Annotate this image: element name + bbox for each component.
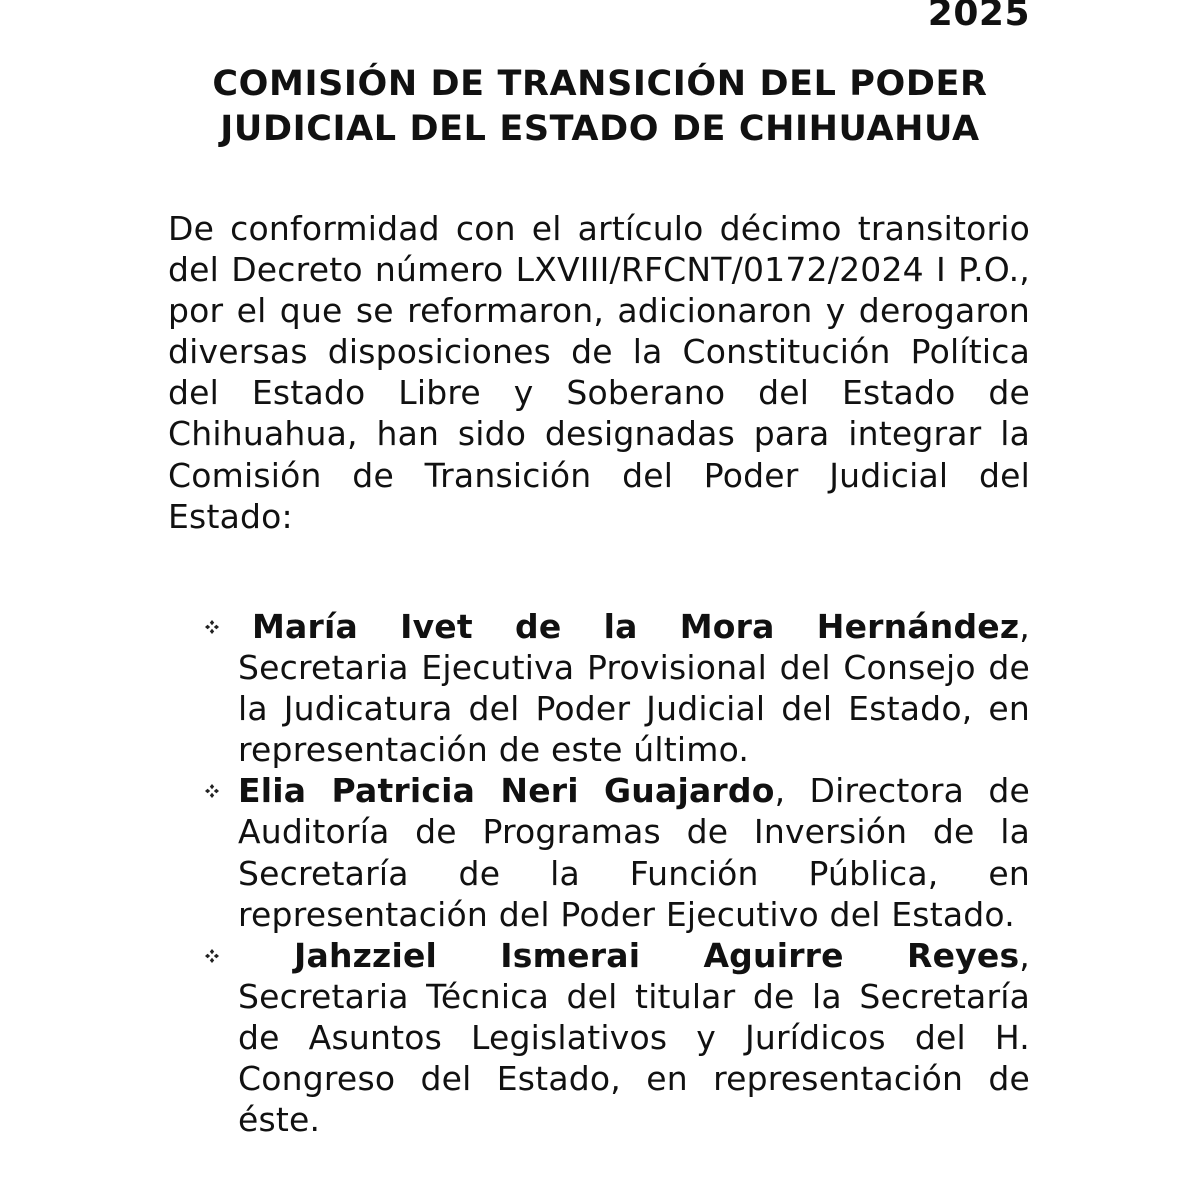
diamond-cluster-icon xyxy=(204,783,220,799)
member-name: Elia Patricia Neri Guajardo xyxy=(238,771,775,811)
document-year: 2025 xyxy=(927,0,1030,34)
document-title xyxy=(160,62,1040,152)
member-name: María Ivet de la Mora Hernández xyxy=(252,607,1020,646)
member-name: Jahzziel Ismerai Aguirre Reyes xyxy=(294,935,1020,975)
member-description: , Secretaria Técnica del titular de la Secretaría de Asuntos Legislativos y Jurídicos del H. Congreso del Estado, en representación de éste. xyxy=(238,935,1030,1140)
diamond-cluster-icon xyxy=(204,948,220,964)
title-line-2: JUDICIAL DEL ESTADO DE CHIHUAHUA xyxy=(220,109,980,149)
title-line-1: COMISIÓN DE TRANSICIÓN DEL PODER xyxy=(212,64,988,104)
list-item xyxy=(168,770,1030,934)
member-description: , Secretaria Ejecutiva Provisional del Consejo de la Judicatura del Poder Judicial del Estado, en representación de este último. xyxy=(238,607,1030,770)
member-description: , Directora de Auditoría de Programas de Inversión de la Secretaría de la Función Pública, en representación del Poder Ejecutivo del Estado. xyxy=(238,771,1030,934)
diamond-cluster-icon xyxy=(204,619,220,635)
members-list xyxy=(168,606,1030,1140)
list-item xyxy=(168,606,1030,770)
intro-paragraph: De conformidad con el artículo décimo transitorio del Decreto número LXVIII/RFCNT/0172/2024 I P.O., por el que se reformaron, adicionaron y derogaron diversas disposiciones de la Constitución Política del Estado Libre y Soberano del Estado de Chihuahua, han sido designadas para integrar la Comisión de Transición del Poder Judicial del Estado: xyxy=(168,209,1030,536)
list-item xyxy=(168,935,1030,1140)
